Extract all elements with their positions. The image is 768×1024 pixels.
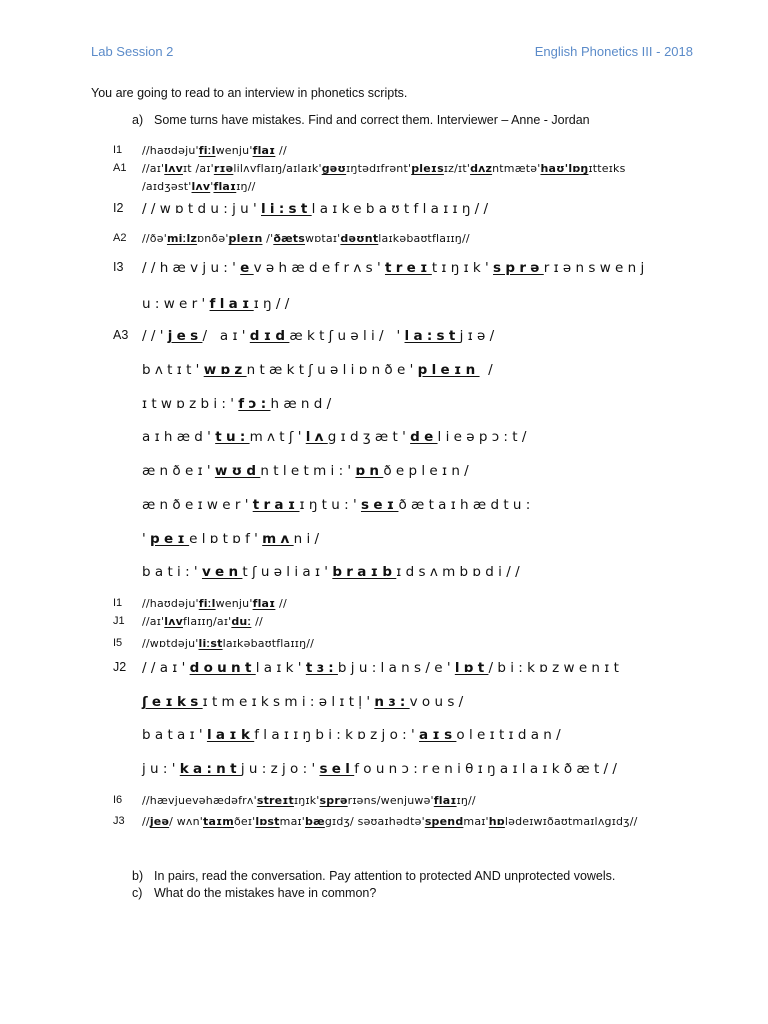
phonetic-text <box>142 727 565 743</box>
phonetic-segment: //haʊdəju' <box>142 144 199 157</box>
marked-syllable: dɪd <box>249 328 290 344</box>
phonetic-segment: ntletmi:' <box>260 463 356 479</box>
marked-syllable: sel <box>319 761 355 777</box>
phonetic-text <box>142 694 468 710</box>
phonetic-segment: / wʌn' <box>169 815 204 828</box>
marked-syllable: haʊ'lɒŋ <box>540 162 589 175</box>
task-b-label: b) <box>132 869 144 883</box>
phonetic-segment: /bi:kɒzwenɪt <box>488 660 624 676</box>
phonetic-segment: //wɒtdu:ju' <box>142 201 261 217</box>
marked-syllable: e <box>240 260 254 276</box>
marked-syllable: treɪ <box>384 260 432 276</box>
marked-syllable: traɪ <box>252 497 300 513</box>
phonetic-text <box>142 429 531 445</box>
marked-syllable: braɪb <box>332 564 397 580</box>
phonetic-segment: ju:' <box>142 761 180 777</box>
marked-syllable: wɒz <box>203 362 247 378</box>
marked-syllable: wʊd <box>214 463 261 479</box>
phonetic-segment: founɔ:reniθɪŋaɪlaɪkðæt// <box>354 761 622 777</box>
phonetic-segment: ðeɪ' <box>233 815 256 828</box>
marked-syllable: ven <box>201 564 243 580</box>
marked-syllable: fɔ: <box>238 396 271 412</box>
marked-syllable: ɒn <box>355 463 384 479</box>
marked-syllable: lʌv <box>164 162 183 175</box>
phonetic-segment: ɪdsʌmbɒdi// <box>396 564 524 580</box>
phonetic-segment: rɪənswenj <box>543 260 649 276</box>
speaker-label: A1 <box>113 162 127 174</box>
phonetic-text <box>142 162 626 175</box>
speaker-label: A3 <box>113 328 129 342</box>
phonetic-segment: ɪtteɪks <box>588 162 626 175</box>
phonetic-segment: rɪəns/wenjuwə' <box>347 794 434 807</box>
phonetic-text <box>142 761 621 777</box>
marked-syllable: flaɪ <box>213 180 237 193</box>
phonetic-segment: wɒtaɪ' <box>305 232 341 245</box>
phonetic-segment: aɪhæd' <box>142 429 216 445</box>
marked-syllable: lʌv <box>191 180 211 193</box>
header-right: English Phonetics III - 2018 <box>534 44 693 59</box>
phonetic-segment: ɪŋ// <box>253 296 294 312</box>
phonetic-segment: oleɪtɪdan/ <box>456 727 566 743</box>
speaker-label: J2 <box>113 660 127 674</box>
phonetic-text <box>142 232 470 245</box>
phonetic-segment: //aɪ' <box>142 615 165 628</box>
marked-syllable: seɪ <box>360 497 399 513</box>
task-c <box>132 886 376 900</box>
marked-syllable: jes <box>167 328 203 344</box>
marked-syllable: ðæts <box>273 232 306 245</box>
marked-syllable: streɪt <box>256 794 294 807</box>
speaker-label: I1 <box>113 144 123 156</box>
marked-syllable: nɜ: <box>374 694 410 710</box>
marked-syllable: flaɪ <box>433 794 457 807</box>
phonetic-segment: ænðeɪwer' <box>142 497 253 513</box>
phonetic-segment: //aɪ' <box>142 660 190 676</box>
phonetic-segment: //hævjuevəhædəfrʌ' <box>142 794 257 807</box>
phonetic-segment: // <box>275 597 287 610</box>
marked-syllable: lɒt <box>454 660 489 676</box>
phonetic-segment: laɪkəbaʊtflaɪɪŋ// <box>222 637 315 650</box>
phonetic-segment: gɪdʒ/ səʊaɪhədtə' <box>324 815 425 828</box>
phonetic-segment: / aɪ' <box>202 328 250 344</box>
phonetic-segment: // <box>251 615 263 628</box>
phonetic-segment: ðepleɪn/ <box>383 463 474 479</box>
phonetic-segment: maɪ' <box>463 815 489 828</box>
phonetic-segment: wenju' <box>215 597 253 610</box>
phonetic-segment: // <box>142 815 150 828</box>
phonetic-segment: ɪŋ// <box>236 180 256 193</box>
marked-syllable: pleɪn <box>228 232 263 245</box>
phonetic-text <box>142 531 323 547</box>
phonetic-text <box>142 497 535 513</box>
speaker-label: I3 <box>113 260 124 274</box>
marked-syllable: ʃeɪks <box>142 694 203 710</box>
task-c-label: c) <box>132 886 143 900</box>
phonetic-segment: elɒtɒf' <box>189 531 263 547</box>
phonetic-text <box>142 362 497 378</box>
phonetic-segment: //ðə' <box>142 232 167 245</box>
marked-syllable: de <box>410 429 438 445</box>
phonetic-segment: / <box>479 362 497 378</box>
phonetic-segment: laɪk' <box>255 660 306 676</box>
task-b <box>132 869 615 883</box>
marked-syllable: sprə <box>319 794 348 807</box>
phonetic-segment: vəhædefrʌs' <box>253 260 385 276</box>
marked-syllable: li:st <box>261 201 312 217</box>
marked-syllable: gəʊ <box>321 162 347 175</box>
phonetic-segment: flaɪɪŋbi:kɒzjo:' <box>254 727 419 743</box>
task-a <box>132 113 590 127</box>
speaker-label: J1 <box>113 615 125 627</box>
speaker-label: I6 <box>113 794 123 806</box>
phonetic-segment: ɪtmeɪksmi:əlɪtl̩' <box>202 694 375 710</box>
phonetic-segment: //' <box>142 328 168 344</box>
phonetic-text <box>142 201 492 217</box>
header-left: Lab Session 2 <box>91 44 174 59</box>
speaker-label: I1 <box>113 597 123 609</box>
phonetic-segment: ntmætə' <box>492 162 541 175</box>
phonetic-segment: flaɪɪŋ/aɪ' <box>182 615 232 628</box>
marked-syllable: hɒ <box>488 815 505 828</box>
phonetic-text <box>142 615 263 628</box>
speaker-label: I5 <box>113 637 123 649</box>
phonetic-segment: bataɪ' <box>142 727 207 743</box>
phonetic-segment: ɪŋ// <box>456 794 476 807</box>
marked-syllable: tɜ: <box>305 660 338 676</box>
marked-syllable: pleɪn <box>417 362 480 378</box>
marked-syllable: fiːl <box>198 597 216 610</box>
phonetic-segment: ' <box>142 531 151 547</box>
marked-syllable: flaɪ <box>209 296 254 312</box>
marked-syllable: duː <box>231 615 252 628</box>
phonetic-segment: æktʃuəli/ ' <box>289 328 405 344</box>
marked-syllable: sprə <box>493 260 544 276</box>
phonetic-segment: ðætaɪhædtu: <box>398 497 535 513</box>
phonetic-segment: /' <box>262 232 274 245</box>
phonetic-segment: hænd/ <box>270 396 336 412</box>
marked-syllable: spend <box>424 815 464 828</box>
marked-syllable: dount <box>189 660 256 676</box>
marked-syllable: flaɪ <box>252 144 276 157</box>
marked-syllable: lɒst <box>255 815 280 828</box>
marked-syllable: flaɪ <box>252 597 276 610</box>
phonetic-text <box>142 660 623 676</box>
phonetic-segment: tɪŋɪk' <box>431 260 494 276</box>
phonetic-segment: bju:lans/e' <box>337 660 455 676</box>
phonetic-segment: u:wer' <box>142 296 210 312</box>
phonetic-segment: lədeɪwɪðaʊtmaɪlʌgɪdʒ// <box>504 815 638 828</box>
marked-syllable: dəʊnt <box>340 232 379 245</box>
phonetic-segment: ntæktʃuəliɒnðe' <box>246 362 418 378</box>
marked-syllable: taɪm <box>203 815 234 828</box>
phonetic-segment: ɪtwɒzbi:' <box>142 396 239 412</box>
phonetic-segment: wenju' <box>215 144 253 157</box>
phonetic-segment: tʃuəliaɪ' <box>242 564 333 580</box>
phonetic-segment: jɪə/ <box>459 328 499 344</box>
phonetic-segment: //wɒtdəju' <box>142 637 199 650</box>
phonetic-segment: ni/ <box>293 531 324 547</box>
phonetic-segment: ju:zjo:' <box>240 761 320 777</box>
phonetic-text <box>142 815 638 828</box>
task-a-label: a) <box>132 113 144 127</box>
phonetic-segment: laɪkəbaʊtflaɪɪŋ// <box>378 232 470 245</box>
task-a-text: Some turns have mistakes. Find and correct them. Interviewer – Anne - Jordan <box>154 113 590 127</box>
phonetic-segment: //hævju:' <box>142 260 241 276</box>
phonetic-segment: vous/ <box>409 694 468 710</box>
phonetic-segment: lieəpɔ:t/ <box>437 429 531 445</box>
phonetic-segment: gɪdʒæt' <box>327 429 411 445</box>
phonetic-segment: //haʊdəju' <box>142 597 199 610</box>
phonetic-text <box>142 396 335 412</box>
phonetic-segment: lilʌvflaɪŋ/aɪlaɪk' <box>233 162 322 175</box>
phonetic-text <box>142 328 498 344</box>
phonetic-segment: laɪkebaʊtflaɪɪŋ// <box>311 201 493 217</box>
marked-syllable: ka:nt <box>179 761 241 777</box>
speaker-label: A2 <box>113 232 127 244</box>
phonetic-text <box>142 463 473 479</box>
marked-syllable: jeə <box>149 815 170 828</box>
marked-syllable: rɪə <box>213 162 234 175</box>
phonetic-segment: ' <box>210 180 214 193</box>
phonetic-text <box>142 260 649 276</box>
speaker-label: I2 <box>113 201 124 215</box>
phonetic-segment: bʌtɪt' <box>142 362 204 378</box>
phonetic-segment: ɒnðə' <box>197 232 229 245</box>
marked-syllable: lʌv <box>164 615 183 628</box>
phonetic-segment: bati:' <box>142 564 202 580</box>
marked-syllable: tu: <box>215 429 250 445</box>
phonetic-text <box>142 564 524 580</box>
phonetic-text <box>142 794 476 807</box>
phonetic-text <box>142 144 287 157</box>
phonetic-segment: ænðeɪ' <box>142 463 215 479</box>
phonetic-segment: ɪt /aɪ' <box>182 162 214 175</box>
phonetic-segment: ɪŋɪk' <box>293 794 320 807</box>
phonetic-segment: // <box>275 144 287 157</box>
marked-syllable: liːst <box>198 637 223 650</box>
phonetic-segment: mʌtʃ' <box>249 429 306 445</box>
task-c-text: What do the mistakes have in common? <box>154 886 377 900</box>
phonetic-segment: ɪz/ɪt' <box>443 162 471 175</box>
marked-syllable: bæ <box>305 815 325 828</box>
phonetic-text <box>142 637 314 650</box>
phonetic-segment: /aɪdʒəst' <box>142 180 192 193</box>
marked-syllable: dʌz <box>470 162 493 175</box>
phonetic-segment: //aɪ' <box>142 162 165 175</box>
marked-syllable: la:st <box>404 328 460 344</box>
phonetic-segment: ɪŋtədɪfrənt' <box>346 162 412 175</box>
marked-syllable: lʌ <box>305 429 328 445</box>
speaker-label: J3 <box>113 815 125 827</box>
phonetic-segment: ɪŋtu:' <box>299 497 361 513</box>
phonetic-segment: maɪ' <box>279 815 306 828</box>
marked-syllable: mʌ <box>262 531 294 547</box>
marked-syllable: miːlz <box>166 232 198 245</box>
phonetic-text <box>142 597 287 610</box>
marked-syllable: fiːl <box>198 144 216 157</box>
phonetic-text <box>142 180 256 193</box>
intro-text: You are going to read to an interview in phonetics scripts. <box>91 86 408 100</box>
task-b-text: In pairs, read the conversation. Pay attention to protected AND unprotected vowels. <box>154 869 616 883</box>
marked-syllable: aɪs <box>419 727 457 743</box>
phonetic-text <box>142 296 294 312</box>
marked-syllable: peɪ <box>150 531 190 547</box>
marked-syllable: laɪk <box>206 727 255 743</box>
marked-syllable: pleɪs <box>411 162 444 175</box>
